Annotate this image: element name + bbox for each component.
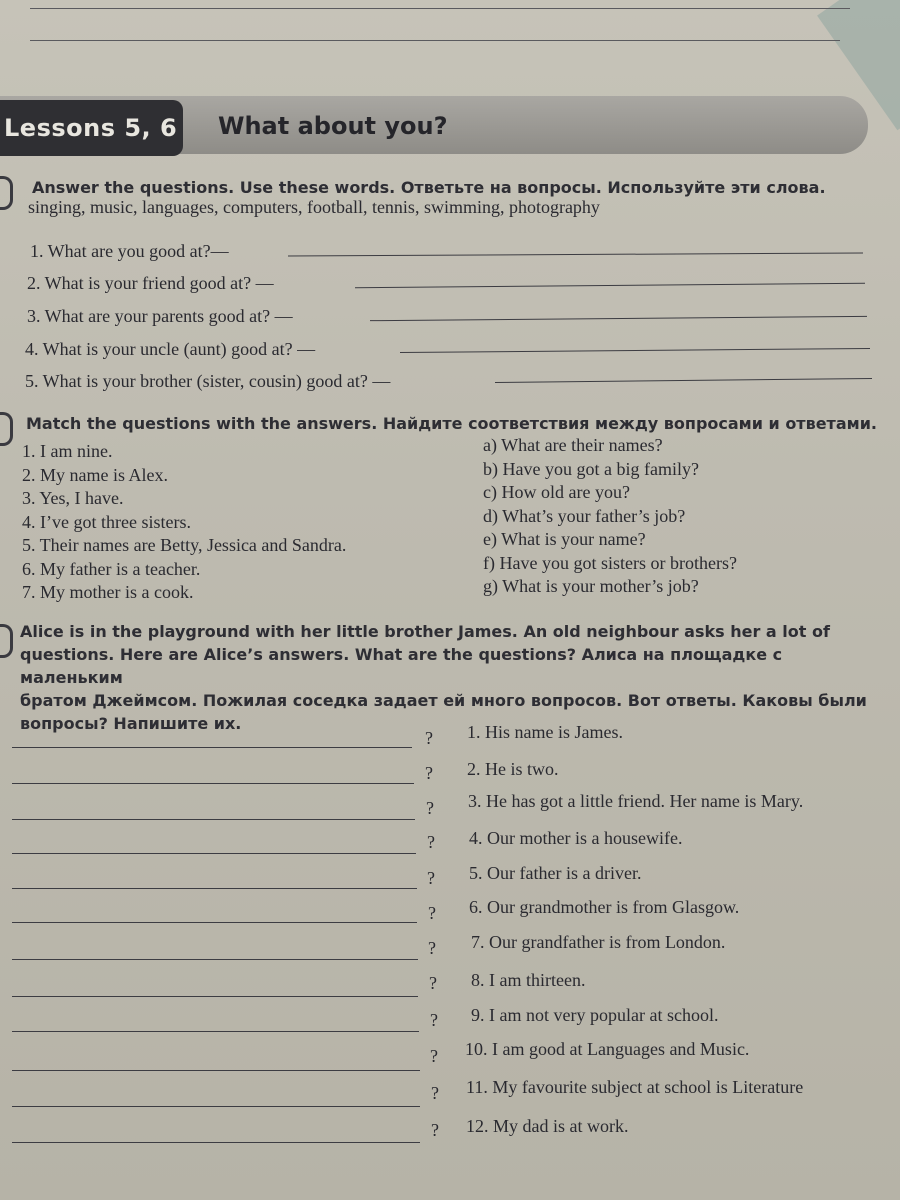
alice-answer: 1. His name is James. <box>467 722 623 742</box>
answer-line[interactable] <box>400 348 870 353</box>
question-answer-line[interactable] <box>12 747 412 748</box>
alice-answer: 6. Our grandmother is from Glasgow. <box>469 897 740 917</box>
exercise-2-questions-column <box>483 434 737 599</box>
exercise-2-marker <box>0 412 13 446</box>
page-title: What about you? <box>218 112 448 140</box>
alice-answer: 5. Our father is a driver. <box>469 863 642 883</box>
question-answer-line[interactable] <box>12 996 418 997</box>
exercise-2-instruction: Match the questions with the answers. Найдите соответствия между вопросами и ответами. <box>26 414 877 433</box>
question-mark: ? <box>427 832 435 852</box>
match-item: a) What are their names? <box>483 435 663 455</box>
top-rule-2 <box>30 40 840 41</box>
answer-line[interactable] <box>355 283 865 288</box>
match-item: 5. Their names are Betty, Jessica and Sandra. <box>22 535 347 555</box>
answer-line[interactable] <box>370 316 867 321</box>
alice-answer: 2. He is two. <box>467 759 559 779</box>
exercise-1-question: 4. What is your uncle (aunt) good at? — <box>25 339 316 359</box>
question-mark: ? <box>425 728 433 748</box>
match-item: e) What is your name? <box>483 529 646 549</box>
match-item: f) Have you got sisters or brothers? <box>483 552 737 573</box>
alice-answer: 8. I am thirteen. <box>471 970 586 990</box>
match-item: 1. I am nine. <box>22 441 113 461</box>
question-mark: ? <box>425 763 433 783</box>
alice-answer: 9. I am not very popular at school. <box>471 1005 719 1025</box>
match-item: 2. My name is Alex. <box>22 464 168 485</box>
question-mark: ? <box>431 1120 439 1140</box>
exercise-1-question: 1. What are you good at?— <box>30 241 229 261</box>
exercise-1-marker <box>0 176 13 210</box>
lessons-label: Lessons 5, 6 <box>0 100 183 156</box>
alice-answer: 11. My favourite subject at school is Literature <box>466 1077 804 1097</box>
exercise-1-word-bank: singing, music, languages, computers, football, tennis, swimming, photography <box>28 197 600 217</box>
top-rule-1 <box>30 8 850 9</box>
question-mark: ? <box>428 903 436 923</box>
question-mark: ? <box>430 1010 438 1030</box>
instruction-line: братом Джеймсом. Пожилая соседка задает ей много вопросов. Вот ответы. Каковы были <box>20 691 867 710</box>
alice-answer: 10. I am good at Languages and Music. <box>465 1039 750 1059</box>
instruction-line: Alice is in the playground with her little brother James. An old neighbour asks her a lot of <box>20 622 830 641</box>
instruction-line: вопросы? Напишите их. <box>20 714 242 733</box>
match-item: 3. Yes, I have. <box>22 488 124 508</box>
question-answer-line[interactable] <box>12 1106 420 1107</box>
question-mark: ? <box>427 868 435 888</box>
question-mark: ? <box>430 1046 438 1066</box>
question-answer-line[interactable] <box>12 1031 419 1032</box>
exercise-1-question: 3. What are your parents good at? — <box>27 306 293 326</box>
answer-line[interactable] <box>288 252 863 256</box>
question-mark: ? <box>426 798 434 818</box>
question-mark: ? <box>431 1083 439 1103</box>
question-answer-line[interactable] <box>12 819 415 820</box>
question-answer-line[interactable] <box>12 1142 420 1143</box>
exercise-1-question: 5. What is your brother (sister, cousin) good at? — <box>25 371 391 391</box>
question-answer-line[interactable] <box>12 783 414 784</box>
match-item: c) How old are you? <box>483 482 630 502</box>
exercise-1-instruction: Answer the questions. Use these words. Ответьте на вопросы. Используйте эти слова. <box>32 178 826 197</box>
instruction-line: questions. Here are Alice’s answers. What are the questions? Алиса на площадке с маленьким <box>20 645 783 687</box>
question-answer-line[interactable] <box>12 888 417 889</box>
match-item: g) What is your mother’s job? <box>483 576 699 596</box>
exercise-3-instruction <box>20 620 880 735</box>
question-answer-line[interactable] <box>12 853 416 854</box>
question-answer-line[interactable] <box>12 1070 420 1071</box>
question-mark: ? <box>429 973 437 993</box>
alice-answer: 3. He has got a little friend. Her name is Mary. <box>468 791 804 811</box>
match-item: 4. I’ve got three sisters. <box>22 511 191 532</box>
alice-answer: 12. My dad is at work. <box>466 1116 629 1136</box>
question-answer-line[interactable] <box>12 959 418 960</box>
alice-answer: 7. Our grandfather is from London. <box>471 932 726 952</box>
alice-answer: 4. Our mother is a housewife. <box>469 828 683 848</box>
answer-line[interactable] <box>495 378 872 383</box>
match-item: b) Have you got a big family? <box>483 458 699 479</box>
match-item: 7. My mother is a cook. <box>22 582 194 602</box>
match-item: 6. My father is a teacher. <box>22 558 201 579</box>
exercise-3-marker <box>0 624 13 658</box>
match-item: d) What’s your father’s job? <box>483 505 686 526</box>
question-mark: ? <box>428 938 436 958</box>
exercise-2-answers-column <box>22 440 346 605</box>
exercise-1-question: 2. What is your friend good at? — <box>27 273 274 293</box>
question-answer-line[interactable] <box>12 922 417 923</box>
